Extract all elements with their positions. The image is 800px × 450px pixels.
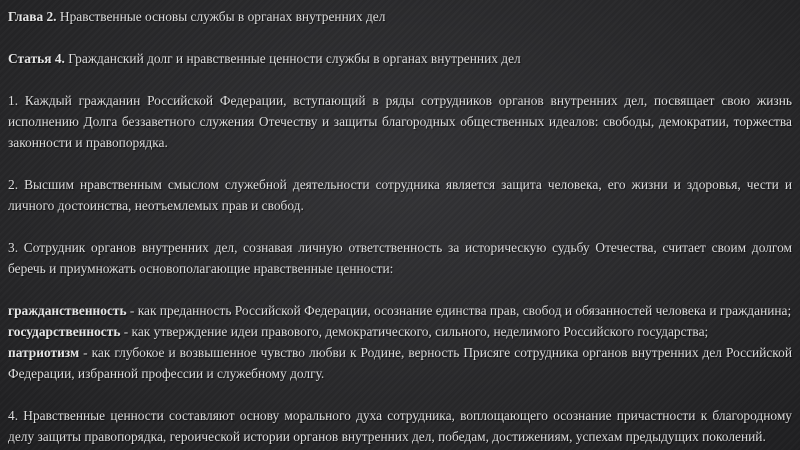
- article-heading: [8, 48, 792, 69]
- spacer: [8, 153, 792, 174]
- value-text: - как утверждение идеи правового, демократического, сильного, неделимого Российского государства;: [120, 324, 709, 339]
- value-item-statehood: [8, 321, 792, 342]
- spacer: [8, 69, 792, 90]
- paragraph-4: 4. Нравственные ценности составляют основу морального духа сотрудника, воплощающего осознание причастности к благородному делу защиты правопорядка, героической истории органов внутренних дел, победам, достижениям, успехам предыдущих поколений.: [8, 408, 792, 444]
- value-term: государственность: [8, 324, 121, 339]
- spacer: [8, 279, 792, 300]
- article-title: Гражданский долг и нравственные ценности службы в органах внутренних дел: [64, 51, 521, 66]
- spacer: [8, 27, 792, 48]
- spacer: [8, 216, 792, 237]
- article-label: Статья 4.: [8, 51, 65, 66]
- value-term: гражданственность: [8, 303, 127, 318]
- value-text: - как преданность Российской Федерации, осознание единства прав, свобод и обязанностей человека и гражданина;: [126, 303, 792, 318]
- value-item-patriotism: [8, 342, 792, 384]
- chapter-heading: [8, 6, 792, 27]
- paragraph-1: 1. Каждый гражданин Российской Федерации, вступающий в ряды сотрудников органов внутренних дел, посвящает свою жизнь исполнению Долга беззаветного служения Отечеству и защиты благородных общественных идеалов: свободы, демократии, торжества законности и правопорядка.: [8, 93, 792, 150]
- value-text: - как глубокое и возвышенное чувство любви к Родине, верность Присяге сотрудника органов внутренних дел Российской Федерации, избранной профессии и служебному долгу.: [8, 345, 792, 381]
- chapter-label: Глава 2.: [8, 9, 57, 24]
- spacer: [8, 384, 792, 405]
- paragraph-2: 2. Высшим нравственным смыслом служебной деятельности сотрудника является защита человека, его жизни и здоровья, чести и личного достоинства, неотъемлемых прав и свобод.: [8, 177, 792, 213]
- paragraph-3: 3. Сотрудник органов внутренних дел, сознавая личную ответственность за историческую судьбу Отечества, считает своим долгом беречь и приумножать основополагающие нравственные ценности:: [8, 240, 792, 276]
- value-term: патриотизм: [8, 345, 80, 360]
- document-text: [8, 6, 792, 447]
- value-item-citizenship: [8, 300, 792, 321]
- chapter-title: Нравственные основы службы в органах внутренних дел: [56, 9, 386, 24]
